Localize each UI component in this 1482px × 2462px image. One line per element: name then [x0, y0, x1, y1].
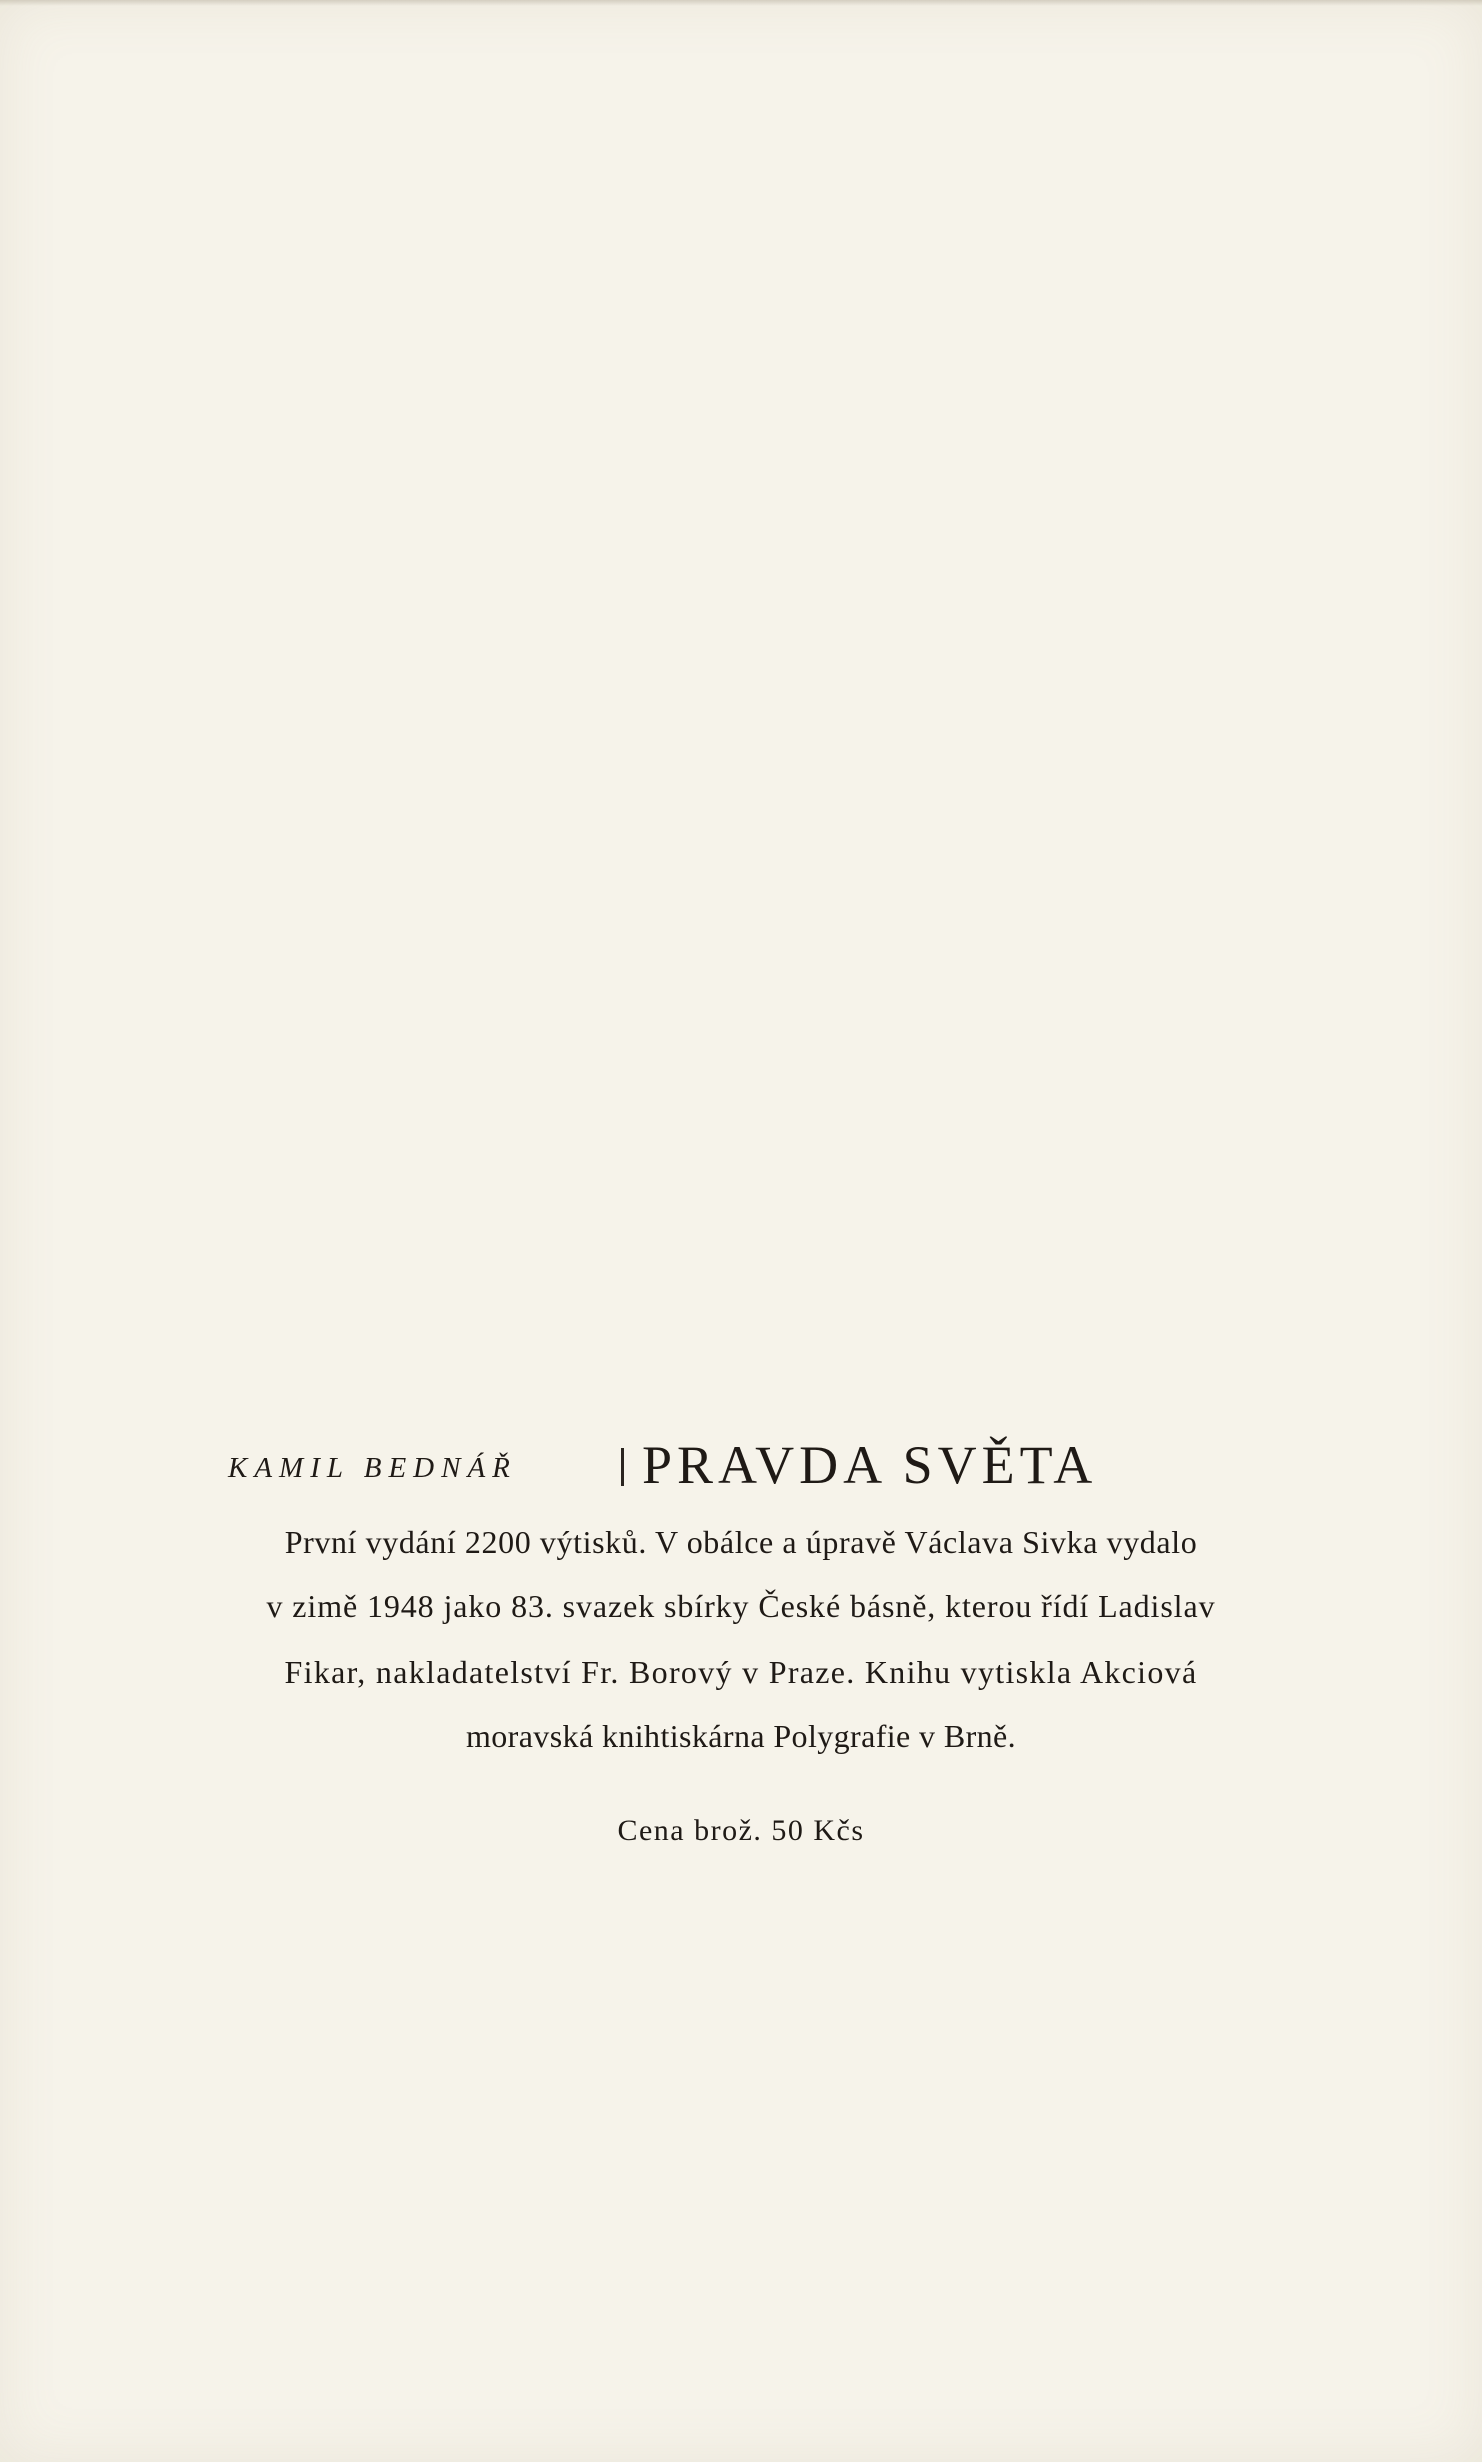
title-separator — [621, 1448, 624, 1486]
colophon-line-1: První vydání 2200 výtisků. V obálce a úpravě Václava Sivka vydalo — [284, 1524, 1198, 1560]
colophon-line-3: Fikar, nakladatelství Fr. Borový v Praze. Knihu vytiskla Akciová — [284, 1654, 1198, 1690]
author-name: KAMIL BEDNÁŘ — [228, 1452, 517, 1484]
title-line — [228, 1430, 1128, 1500]
page-top-edge — [0, 0, 1482, 6]
colophon-line-4: moravská knihtiskárna Polygrafie v Brně. — [465, 1718, 1017, 1754]
price-line: Cena brož. 50 Kčs — [617, 1814, 865, 1847]
book-title: PRAVDA SVĚTA — [642, 1435, 1098, 1495]
colophon-line-2: v zimě 1948 jako 83. svazek sbírky České básně, kterou řídí Ladislav — [266, 1588, 1216, 1624]
